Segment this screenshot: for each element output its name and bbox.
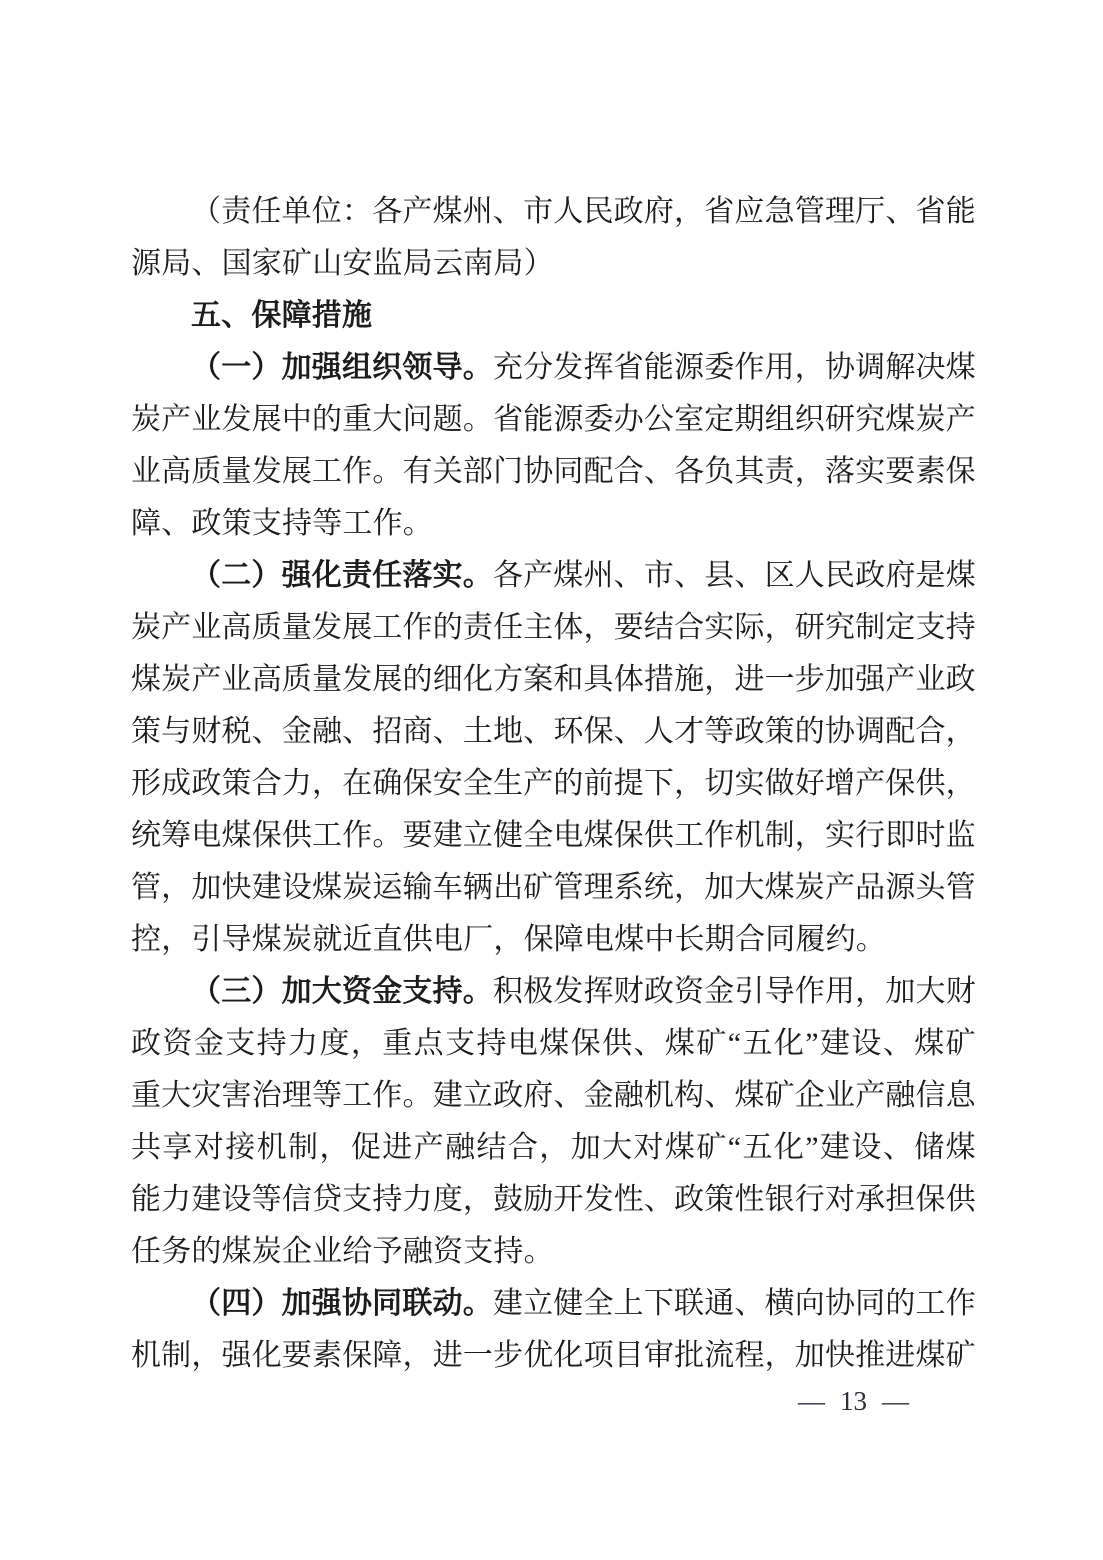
text-line: 形 成 政 策 合 力 ， 在 确 保 安 全 生 产 的 前 提 下 ， 切 实 做 好 增 产 保 供 ，	[131, 767, 976, 800]
text-line: （ 一 ） 加 强 组 织 领 导 。 充 分 发 挥 省 能 源 委 作 用 ， 协 调 解 决 煤	[191, 351, 976, 384]
text-line: 炭 产 业 发 展 中 的 重 大 问 题 。 省 能 源 委 办 公 室 定 期 组 织 研 究 煤 炭 产	[131, 403, 976, 436]
footer-dash-right: —	[882, 1385, 909, 1416]
text-line: 重 大 灾 害 治 理 等 工 作 。 建 立 政 府 、 金 融 机 构 、 煤 矿 企 业 产 融 信 息	[131, 1079, 976, 1112]
text-line: （ 四 ） 加 强 协 同 联 动 。 建 立 健 全 上 下 联 通 、 横 向 协 同 的 工 作	[191, 1287, 976, 1320]
text-line: 炭 产 业 高 质 量 发 展 工 作 的 责 任 主 体 ， 要 结 合 实 际 ， 研 究 制 定 支 持	[131, 611, 976, 644]
text-line: （ 责 任 单 位 ： 各 产 煤 州 、 市 人 民 政 府 ， 省 应 急 管 理 厅 、 省 能	[191, 195, 976, 228]
text-line: 业 高 质 量 发 展 工 作 。 有 关 部 门 协 同 配 合 、 各 负 其 责 ， 落 实 要 素 保	[131, 455, 976, 488]
text-line: 能 力 建 设 等 信 贷 支 持 力 度 ， 鼓 励 开 发 性 、 政 策 性 银 行 对 承 担 保 供	[131, 1183, 976, 1216]
text-line: 煤 炭 产 业 高 质 量 发 展 的 细 化 方 案 和 具 体 措 施 ， 进 一 步 加 强 产 业 政	[131, 663, 976, 696]
text-line: 五、保障措施	[191, 299, 373, 332]
text-line: （ 三 ） 加 大 资 金 支 持 。 积 极 发 挥 财 政 资 金 引 导 作 用 ， 加 大 财	[191, 975, 976, 1008]
text-line: 统 筹 电 煤 保 供 工 作 。 要 建 立 健 全 电 煤 保 供 工 作 机 制 ， 实 行 即 时 监	[131, 819, 976, 852]
page-footer	[798, 1384, 909, 1418]
section-heading-5	[131, 290, 976, 342]
para-responsible-units	[131, 186, 976, 290]
text-line: 共 享 对 接 机 制 ， 促 进 产 融 结 合 ， 加 大 对 煤 矿 “ 五 化 ” 建 设 、 储 煤	[131, 1131, 976, 1164]
document-body	[131, 186, 976, 1382]
footer-page-number: 13	[840, 1385, 867, 1416]
footer-dash-left: —	[798, 1385, 825, 1416]
text-line: 障、政策支持等工作。	[131, 507, 433, 540]
text-line: 任务的煤炭企业给予融资支持。	[131, 1235, 554, 1268]
para-3-increase-funding-support	[131, 966, 976, 1278]
text-line: 政 资 金 支 持 力 度 ， 重 点 支 持 电 煤 保 供 、 煤 矿 “ 五 化 ” 建 设 、 煤 矿	[131, 1027, 976, 1060]
text-line: 机 制 ， 强 化 要 素 保 障 ， 进 一 步 优 化 项 目 审 批 流 程 ， 加 快 推 进 煤 矿	[131, 1339, 976, 1372]
text-line: 策 与 财 税 、 金 融 、 招 商 、 土 地 、 环 保 、 人 才 等 政 策 的 协 调 配 合 ，	[131, 715, 976, 748]
para-2-strengthen-responsibility-implementation	[131, 550, 976, 966]
text-line: 控，引导煤炭就近直供电厂，保障电煤中长期合同履约。	[131, 923, 886, 956]
text-line: 管 ， 加 快 建 设 煤 炭 运 输 车 辆 出 矿 管 理 系 统 ， 加 大 煤 炭 产 品 源 头 管	[131, 871, 976, 904]
para-4-strengthen-coordination	[131, 1278, 976, 1382]
text-line: （ 二 ） 强 化 责 任 落 实 。 各 产 煤 州 、 市 、 县 、 区 人 民 政 府 是 煤	[191, 559, 976, 592]
para-1-strengthen-organizational-leadership	[131, 342, 976, 550]
text-line: 源局、国家矿山安监局云南局）	[131, 247, 554, 280]
